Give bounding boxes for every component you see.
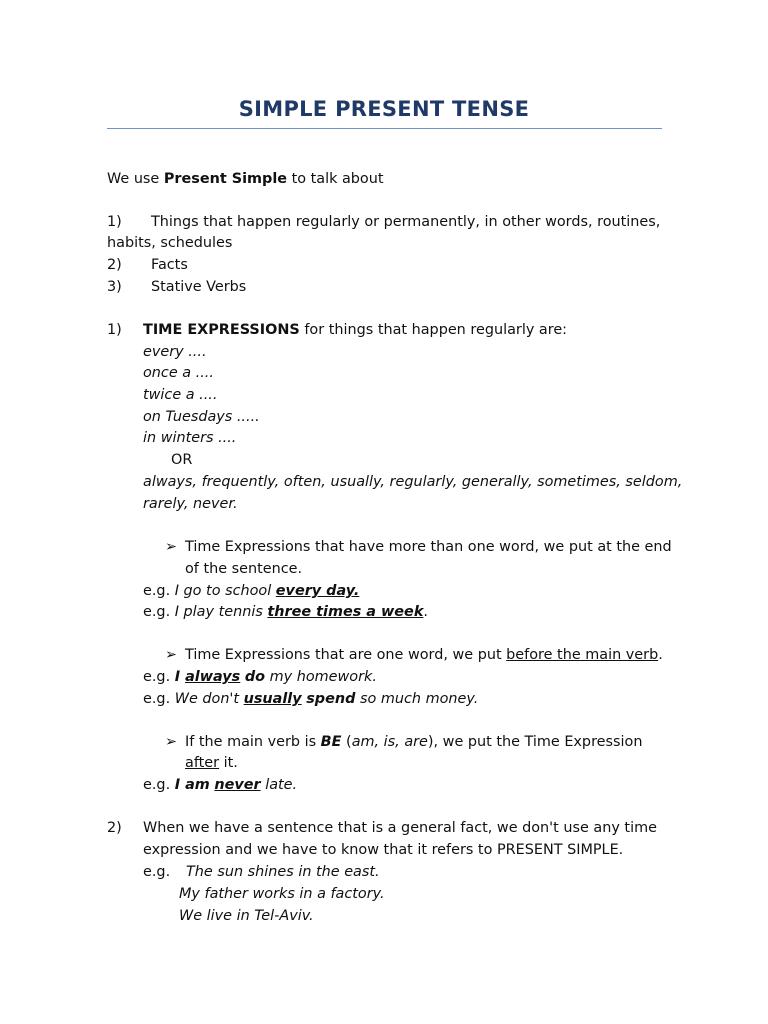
section-2-text: expression and we have to know that it refers to PRESENT SIMPLE. [143,842,624,858]
example-line [143,602,428,622]
or-label: OR [171,452,193,468]
intro-text: We use [107,171,164,187]
time-expression: once a .... [143,365,214,381]
eg-label: e.g. [143,777,171,793]
rule-2 [165,645,663,665]
rule-3 [165,732,642,752]
use-item-1-cont: habits, schedules [107,235,233,251]
fact-example: We live in Tel-Aviv. [179,908,314,924]
use-text: Facts [151,257,188,273]
rule-text: Time Expressions that are one word, we put [185,647,507,663]
rule-text: If the main verb is [185,734,321,750]
example-highlight: every day. [275,583,360,599]
use-text: Things that happen regularly or permanently, in other words, routines, [151,214,661,230]
example-highlight: never [214,777,261,793]
rule-forms: am, is, are [351,734,428,750]
arrow-bullet-icon: ➢ [165,734,178,750]
fact-example: My father works in a factory. [179,886,385,902]
rule-text: Time Expressions that have more than one word, we put at the end [185,539,672,555]
page-title: SIMPLE PRESENT TENSE [238,97,530,121]
paren: ( [341,734,352,750]
example-line [143,775,297,795]
intro-bold: Present Simple [163,171,288,187]
rule-text-end: ), we put the Time Expression [427,734,643,750]
rule-1 [165,537,672,557]
example-text: We don't [174,691,244,707]
rule-underlined: before the main verb [506,647,659,663]
use-item-2 [107,255,188,275]
example-subject: I [174,669,186,685]
example-text: I go to school [174,583,276,599]
use-text: Stative Verbs [151,279,247,295]
example-highlight: three times a week [267,604,424,620]
time-expression: twice a .... [143,387,218,403]
arrow-bullet-icon: ➢ [165,539,178,555]
eg-label: e.g. [143,864,171,880]
section-1-number: 1) [107,322,122,338]
time-expression: in winters .... [143,430,237,446]
eg-label: e.g. [143,669,171,685]
example-highlight: usually [243,691,302,707]
heading-bold: TIME EXPRESSIONS [143,322,300,338]
intro-line [107,169,384,189]
example-text: so much money. [355,691,479,707]
example-subject: I am [174,777,210,793]
arrow-bullet-icon: ➢ [165,647,178,663]
rule-3-cont [185,753,238,773]
rule-text-end: . [658,647,663,663]
example-line [143,689,478,709]
example-line [143,581,359,601]
title-divider [107,128,662,129]
rule-underlined: after [185,755,220,771]
use-number: 3) [107,279,122,295]
eg-label: e.g. [143,604,171,620]
rule-bold: BE [320,734,342,750]
use-item-3 [107,277,246,297]
rule-text-end: it. [219,755,238,771]
intro-text-end: to talk about [287,171,384,187]
fact-example: The sun shines in the east. [186,864,380,880]
time-expression: every .... [143,344,207,360]
section-2-number: 2) [107,820,122,836]
rule-1-cont: of the sentence. [185,561,303,577]
example-text: late. [260,777,298,793]
example-verb: do [244,669,266,685]
eg-label: e.g. [143,583,171,599]
example-text-end: . [423,604,428,620]
heading-text: for things that happen regularly are: [299,322,568,338]
time-expression: on Tuesdays ..... [143,409,260,425]
use-item-1 [107,212,660,232]
example-text: my homework. [265,669,377,685]
example-line [143,667,377,687]
adverbs-line: rarely, never. [143,496,238,512]
adverbs-line: always, frequently, often, usually, regularly, generally, sometimes, seldom, [143,474,683,490]
section-1-heading [143,320,567,340]
eg-label: e.g. [143,691,171,707]
section-2-text: When we have a sentence that is a general fact, we don't use any time [143,820,657,836]
use-number: 1) [107,214,122,230]
use-number: 2) [107,257,122,273]
example-verb: spend [306,691,356,707]
example-text: I play tennis [174,604,268,620]
example-highlight: always [185,669,241,685]
